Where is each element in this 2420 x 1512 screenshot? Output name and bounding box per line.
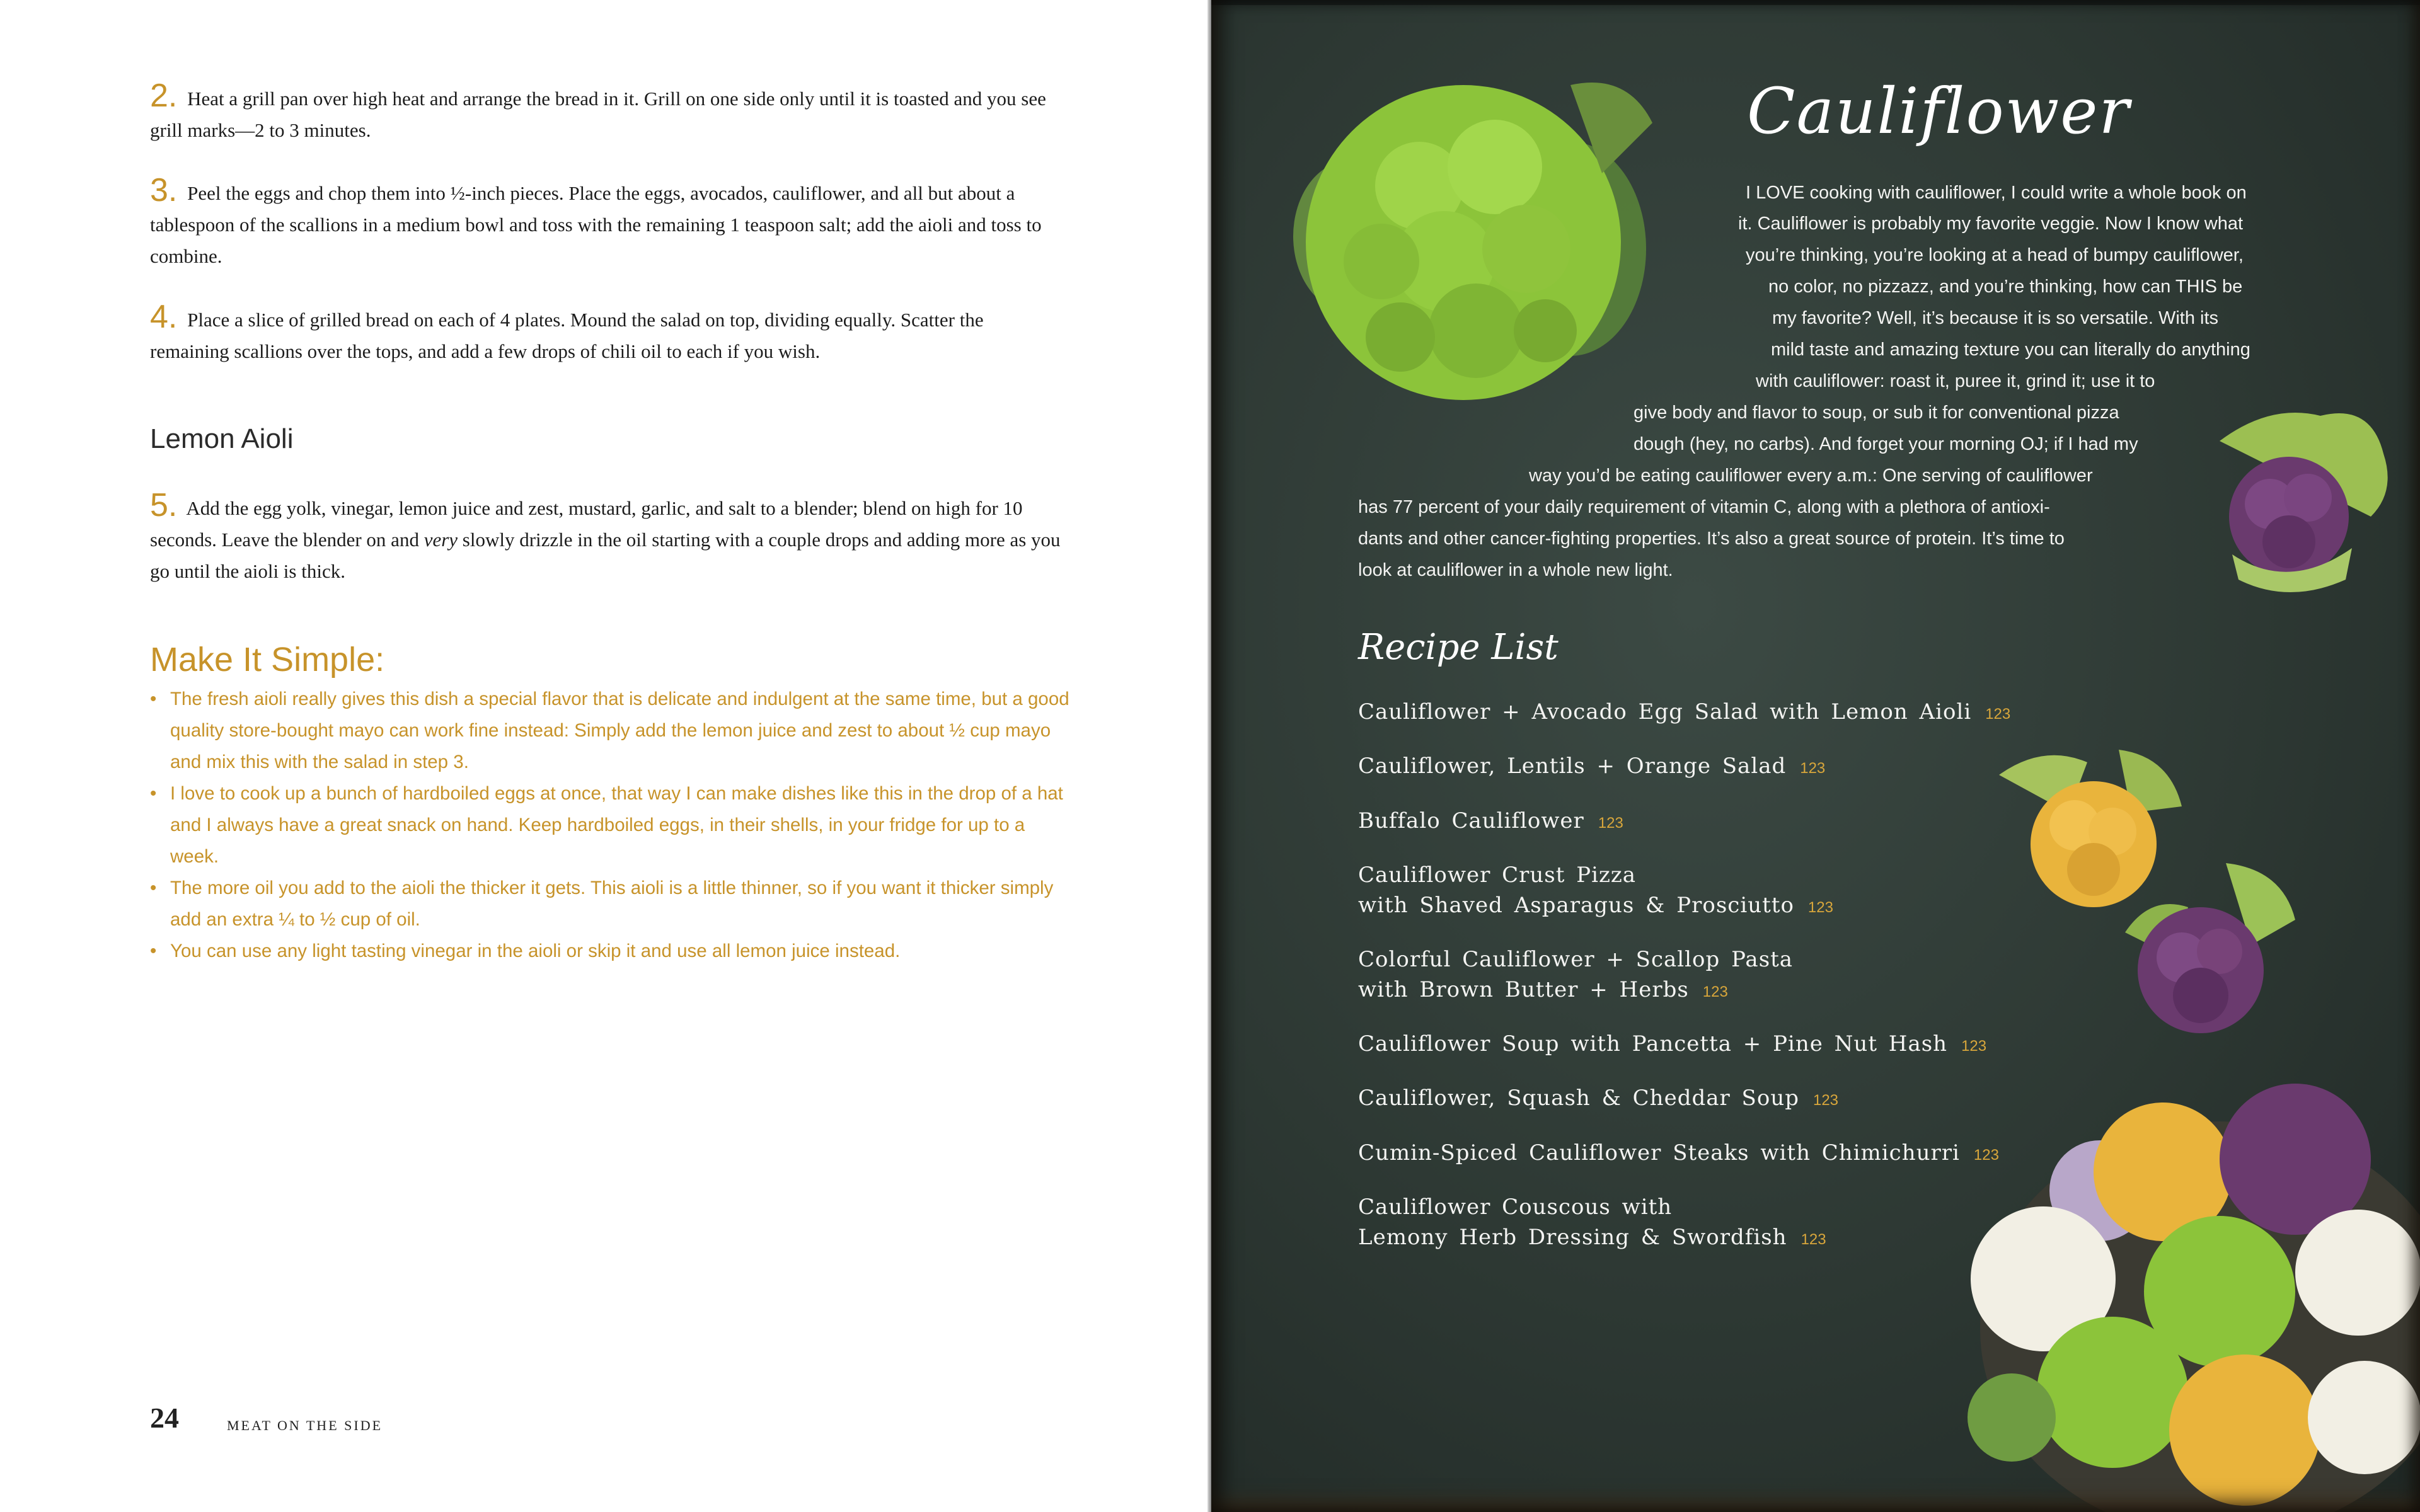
step-5 bbox=[150, 487, 1061, 587]
right-page bbox=[1211, 0, 2420, 1512]
recipe-title: Cauliflower Crust Pizza bbox=[1358, 862, 1637, 888]
intro-line: you’re thinking, you’re looking at a head of bumpy cauliflower, bbox=[1746, 245, 2244, 265]
step-2 bbox=[150, 77, 1061, 146]
intro-line: dough (hey, no carbs). And forget your morning OJ; if I had my bbox=[1634, 434, 2138, 454]
step-number: 2. bbox=[150, 77, 178, 114]
recipe-page-number: 123 bbox=[1598, 815, 1623, 832]
step-text: slowly drizzle in the oil starting with a couple drops and adding more as you go until the aioli is thick. bbox=[150, 529, 1061, 582]
recipe-page-number: 123 bbox=[1973, 1147, 1999, 1164]
step-number: 4. bbox=[150, 299, 178, 335]
step-text: Heat a grill pan over high heat and arrange the bread in it. Grill on one side only until it is toasted and you see grill marks—2 to 3 minutes. bbox=[150, 88, 1046, 141]
intro-line: with cauliflower: roast it, puree it, grind it; use it to bbox=[1756, 371, 2155, 391]
recipe-page-number: 123 bbox=[1801, 1231, 1826, 1248]
recipe-list-item[interactable] bbox=[1358, 806, 1623, 839]
step-text-emphasis: very bbox=[424, 529, 458, 551]
recipe-title: Cauliflower, Lentils + Orange Salad bbox=[1358, 753, 1787, 779]
step-text: Add the egg yolk, vinegar, lemon juice and zest, mustard, garlic, and salt to a blender; blend on high for 10 seconds. Leave the blender on and bbox=[150, 497, 1023, 551]
recipe-title: Buffalo Cauliflower bbox=[1358, 808, 1584, 833]
step-3 bbox=[150, 172, 1061, 272]
step-text: Peel the eggs and chop them into ½-inch pieces. Place the eggs, avocados, cauliflower, and all but about a tablespoon of the scallions in a medium bowl and toss with the remaining 1 teaspoon salt; add the aioli and toss to combine. bbox=[150, 182, 1042, 267]
recipe-title: Cumin-Spiced Cauliflower Steaks with Chimichurri bbox=[1358, 1140, 1960, 1166]
step-number: 5. bbox=[150, 487, 178, 524]
tip-item: • The more oil you add to the aioli the thicker it gets. This aioli is a little thinner, so if you want it thicker simply add an extra ¼ to ½ cup of oil. bbox=[150, 873, 1070, 936]
recipe-list-item[interactable] bbox=[1358, 860, 1833, 923]
tips-list bbox=[150, 684, 1070, 967]
recipe-list-item[interactable] bbox=[1358, 944, 1793, 1007]
tip-item: • The fresh aioli really gives this dish a special flavor that is delicate and indulgent at the same time, but a good quality store-bought mayo can work fine instead: Simply add the lemon juice and zest to about ½ cup mayo and mix this with the salad in step 3. bbox=[150, 684, 1070, 778]
intro-line: has 77 percent of your daily requirement of vitamin C, along with a plethora of antioxi- bbox=[1358, 497, 2050, 517]
step-4 bbox=[150, 299, 1061, 367]
intro-line: no color, no pizzazz, and you’re thinking, how can THIS be bbox=[1768, 277, 2243, 297]
intro-line: give body and flavor to soup, or sub it for conventional pizza bbox=[1634, 403, 2119, 423]
step-number: 3. bbox=[150, 172, 178, 209]
recipe-list-item[interactable] bbox=[1358, 751, 1825, 784]
recipe-title-continued: with Shaved Asparagus & Prosciutto bbox=[1358, 893, 1794, 918]
intro-line: mild taste and amazing texture you can literally do anything bbox=[1771, 340, 2250, 360]
recipe-list-item[interactable] bbox=[1358, 1138, 1999, 1171]
recipe-list-heading: Recipe List bbox=[1358, 627, 1559, 668]
recipe-title: Cauliflower Couscous with bbox=[1358, 1194, 1673, 1220]
recipe-title: Cauliflower + Avocado Egg Salad with Lemon Aioli bbox=[1358, 699, 1972, 724]
tip-item: • You can use any light tasting vinegar in the aioli or skip it and use all lemon juice instead. bbox=[150, 936, 1070, 967]
intro-line: my favorite? Well, it’s because it is so versatile. With its bbox=[1772, 308, 2219, 328]
intro-line: look at cauliflower in a whole new light. bbox=[1358, 560, 1673, 580]
recipe-page-number: 123 bbox=[1800, 760, 1826, 777]
page-number: 24 bbox=[150, 1402, 179, 1434]
make-it-simple-heading: Make It Simple: bbox=[150, 641, 385, 679]
recipe-title: Colorful Cauliflower + Scallop Pasta bbox=[1358, 947, 1794, 972]
recipe-list-item[interactable] bbox=[1358, 1029, 1986, 1062]
recipe-page-number: 123 bbox=[1985, 706, 2011, 723]
recipe-title: Cauliflower, Squash & Cheddar Soup bbox=[1358, 1085, 1799, 1111]
recipe-list-item[interactable] bbox=[1358, 1192, 1826, 1255]
recipe-title-continued: with Brown Butter + Herbs bbox=[1358, 977, 1689, 1002]
recipe-list-item[interactable] bbox=[1358, 1083, 1838, 1116]
recipe-page-number: 123 bbox=[1807, 899, 1833, 916]
lemon-aioli-heading: Lemon Aioli bbox=[150, 423, 294, 454]
intro-line: it. Cauliflower is probably my favorite veggie. Now I know what bbox=[1738, 214, 2244, 234]
left-page bbox=[0, 0, 1207, 1512]
step-text: Place a slice of grilled bread on each of 4 plates. Mound the salad on top, dividing equally. Scatter the remaining scallions over the tops, and add a few drops of chili oil to each if you wish. bbox=[150, 309, 984, 362]
recipe-page-number: 123 bbox=[1961, 1038, 1987, 1055]
recipe-title-continued: Lemony Herb Dressing & Swordfish bbox=[1358, 1225, 1787, 1250]
intro-line: way you’d be eating cauliflower every a.m.: One serving of cauliflower bbox=[1529, 466, 2093, 486]
recipe-page-number: 123 bbox=[1812, 1092, 1839, 1109]
recipe-list-item[interactable] bbox=[1358, 697, 2010, 730]
page-title: Cauliflower bbox=[1747, 74, 2131, 148]
running-head: MEAT ON THE SIDE bbox=[227, 1418, 383, 1433]
intro-line: dants and other cancer-fighting properties. It’s also a great source of protein. It’s time to bbox=[1358, 529, 2065, 549]
intro-line: I LOVE cooking with cauliflower, I could write a whole book on bbox=[1746, 183, 2247, 203]
tip-item: • I love to cook up a bunch of hardboiled eggs at once, that way I can make dishes like this in the drop of a hat and I always have a great snack on hand. Keep hardboiled eggs, in their shells, in your fridge for up to a week. bbox=[150, 778, 1070, 873]
recipe-page-number: 123 bbox=[1702, 983, 1728, 1000]
recipe-title: Cauliflower Soup with Pancetta + Pine Nut Hash bbox=[1358, 1031, 1948, 1057]
